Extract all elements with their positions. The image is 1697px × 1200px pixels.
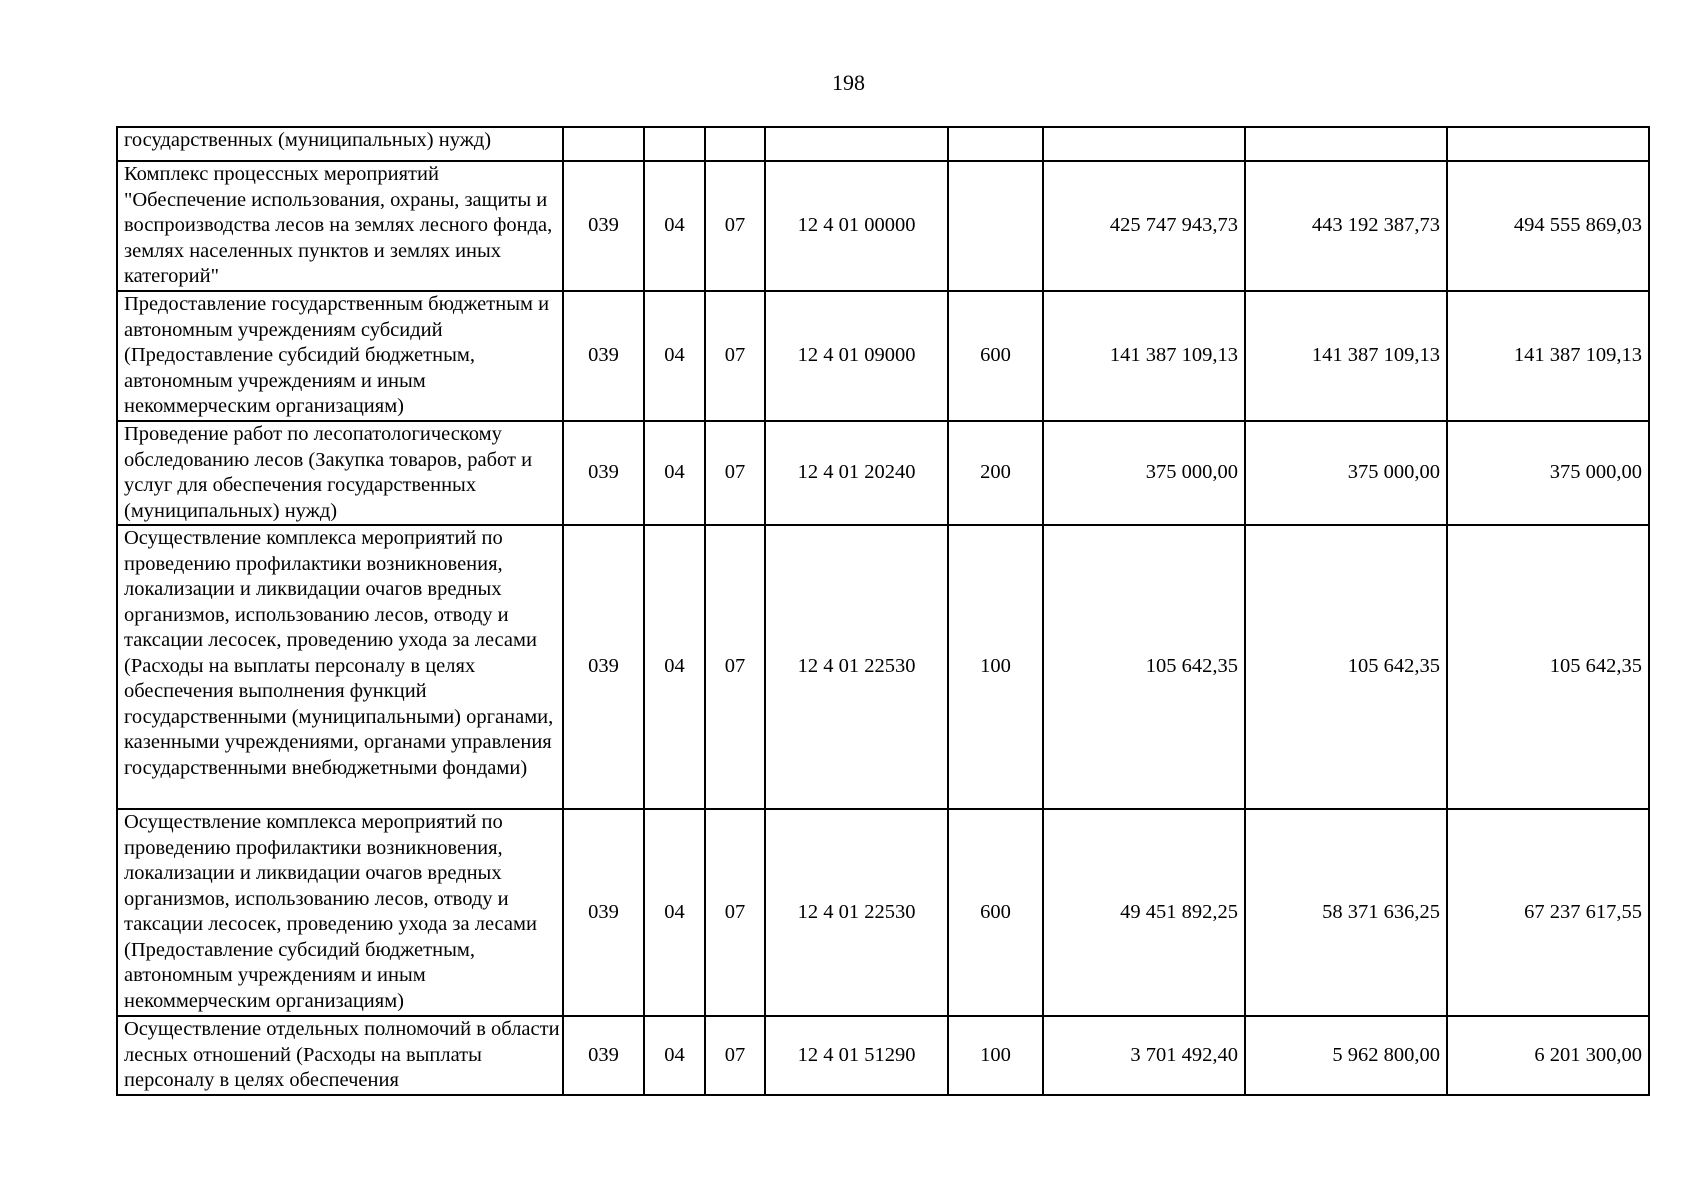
row-name-cell: Комплекс процессных мероприятий "Обеспечение использования, охраны, защиты и воспроизводства лесов на землях лесного фонда, землях населенных пунктов и землях иных категорий" bbox=[117, 161, 563, 291]
pr-cell: 07 bbox=[705, 161, 765, 291]
pr-cell: 07 bbox=[705, 525, 765, 809]
pr-cell: 07 bbox=[705, 291, 765, 421]
csr-cell: 12 4 01 22530 bbox=[765, 809, 948, 1016]
table-row bbox=[117, 1016, 1649, 1095]
sum-year1-cell: 105 642,35 bbox=[1043, 525, 1245, 809]
ved-cell: 039 bbox=[563, 1016, 644, 1095]
rz-cell: 04 bbox=[644, 809, 705, 1016]
csr-cell: 12 4 01 51290 bbox=[765, 1016, 948, 1095]
csr-cell: 12 4 01 20240 bbox=[765, 421, 948, 525]
ved-cell: 039 bbox=[563, 809, 644, 1016]
csr-cell: 12 4 01 09000 bbox=[765, 291, 948, 421]
sum-year1-cell: 49 451 892,25 bbox=[1043, 809, 1245, 1016]
csr-cell bbox=[765, 127, 948, 161]
vr-cell: 100 bbox=[948, 525, 1043, 809]
sum-year3-cell: 375 000,00 bbox=[1447, 421, 1649, 525]
rz-cell: 04 bbox=[644, 161, 705, 291]
pr-cell: 07 bbox=[705, 421, 765, 525]
sum-year3-cell: 6 201 300,00 bbox=[1447, 1016, 1649, 1095]
pr-cell: 07 bbox=[705, 809, 765, 1016]
sum-year3-cell: 67 237 617,55 bbox=[1447, 809, 1649, 1016]
sum-year2-cell: 58 371 636,25 bbox=[1245, 809, 1447, 1016]
sum-year3-cell: 141 387 109,13 bbox=[1447, 291, 1649, 421]
vr-cell: 600 bbox=[948, 809, 1043, 1016]
sum-year1-cell bbox=[1043, 127, 1245, 161]
sum-year1-cell: 375 000,00 bbox=[1043, 421, 1245, 525]
table-row bbox=[117, 525, 1649, 809]
table-row bbox=[117, 421, 1649, 525]
vr-cell bbox=[948, 161, 1043, 291]
pr-cell bbox=[705, 127, 765, 161]
row-name-cell: Осуществление отдельных полномочий в области лесных отношений (Расходы на выплаты персоналу в целях обеспечения bbox=[117, 1016, 563, 1095]
rz-cell: 04 bbox=[644, 291, 705, 421]
vr-cell bbox=[948, 127, 1043, 161]
row-name-cell: государственных (муниципальных) нужд) bbox=[117, 127, 563, 161]
sum-year2-cell: 141 387 109,13 bbox=[1245, 291, 1447, 421]
ved-cell: 039 bbox=[563, 421, 644, 525]
sum-year3-cell bbox=[1447, 127, 1649, 161]
sum-year1-cell: 141 387 109,13 bbox=[1043, 291, 1245, 421]
sum-year2-cell: 5 962 800,00 bbox=[1245, 1016, 1447, 1095]
table-row bbox=[117, 291, 1649, 421]
page-number: 198 bbox=[832, 70, 865, 95]
ved-cell: 039 bbox=[563, 291, 644, 421]
rz-cell: 04 bbox=[644, 421, 705, 525]
sum-year3-cell: 494 555 869,03 bbox=[1447, 161, 1649, 291]
row-name-cell: Осуществление комплекса мероприятий по проведению профилактики возникновения, локализации и ликвидации очагов вредных организмов, использованию лесов, отводу и таксации лесосек, проведению ухода за лесами (Расходы на выплаты персоналу в целях обеспечения выполнения функций государственными (муниципальными) органами, казенными учреждениями, органами управления государственными внебюджетными фондами) bbox=[117, 525, 563, 809]
sum-year1-cell: 3 701 492,40 bbox=[1043, 1016, 1245, 1095]
vr-cell: 600 bbox=[948, 291, 1043, 421]
ved-cell: 039 bbox=[563, 161, 644, 291]
rz-cell: 04 bbox=[644, 1016, 705, 1095]
sum-year2-cell: 375 000,00 bbox=[1245, 421, 1447, 525]
rz-cell bbox=[644, 127, 705, 161]
table-row bbox=[117, 809, 1649, 1016]
sum-year2-cell: 443 192 387,73 bbox=[1245, 161, 1447, 291]
row-name-cell: Предоставление государственным бюджетным и автономным учреждениям субсидий (Предоставление субсидий бюджетным, автономным учреждениям и иным некоммерческим организациям) bbox=[117, 291, 563, 421]
sum-year3-cell: 105 642,35 bbox=[1447, 525, 1649, 809]
csr-cell: 12 4 01 00000 bbox=[765, 161, 948, 291]
sum-year2-cell: 105 642,35 bbox=[1245, 525, 1447, 809]
csr-cell: 12 4 01 22530 bbox=[765, 525, 948, 809]
ved-cell bbox=[563, 127, 644, 161]
ved-cell: 039 bbox=[563, 525, 644, 809]
pr-cell: 07 bbox=[705, 1016, 765, 1095]
vr-cell: 200 bbox=[948, 421, 1043, 525]
rz-cell: 04 bbox=[644, 525, 705, 809]
sum-year1-cell: 425 747 943,73 bbox=[1043, 161, 1245, 291]
table-row bbox=[117, 127, 1649, 161]
row-name-cell: Осуществление комплекса мероприятий по проведению профилактики возникновения, локализации и ликвидации очагов вредных организмов, использованию лесов, отводу и таксации лесосек, проведению ухода за лесами (Предоставление субсидий бюджетным, автономным учреждениям и иным некоммерческим организациям) bbox=[117, 809, 563, 1016]
budget-table bbox=[116, 126, 1650, 1096]
vr-cell: 100 bbox=[948, 1016, 1043, 1095]
sum-year2-cell bbox=[1245, 127, 1447, 161]
row-name-cell: Проведение работ по лесопатологическому обследованию лесов (Закупка товаров, работ и услуг для обеспечения государственных (муниципальных) нужд) bbox=[117, 421, 563, 525]
table-row bbox=[117, 161, 1649, 291]
